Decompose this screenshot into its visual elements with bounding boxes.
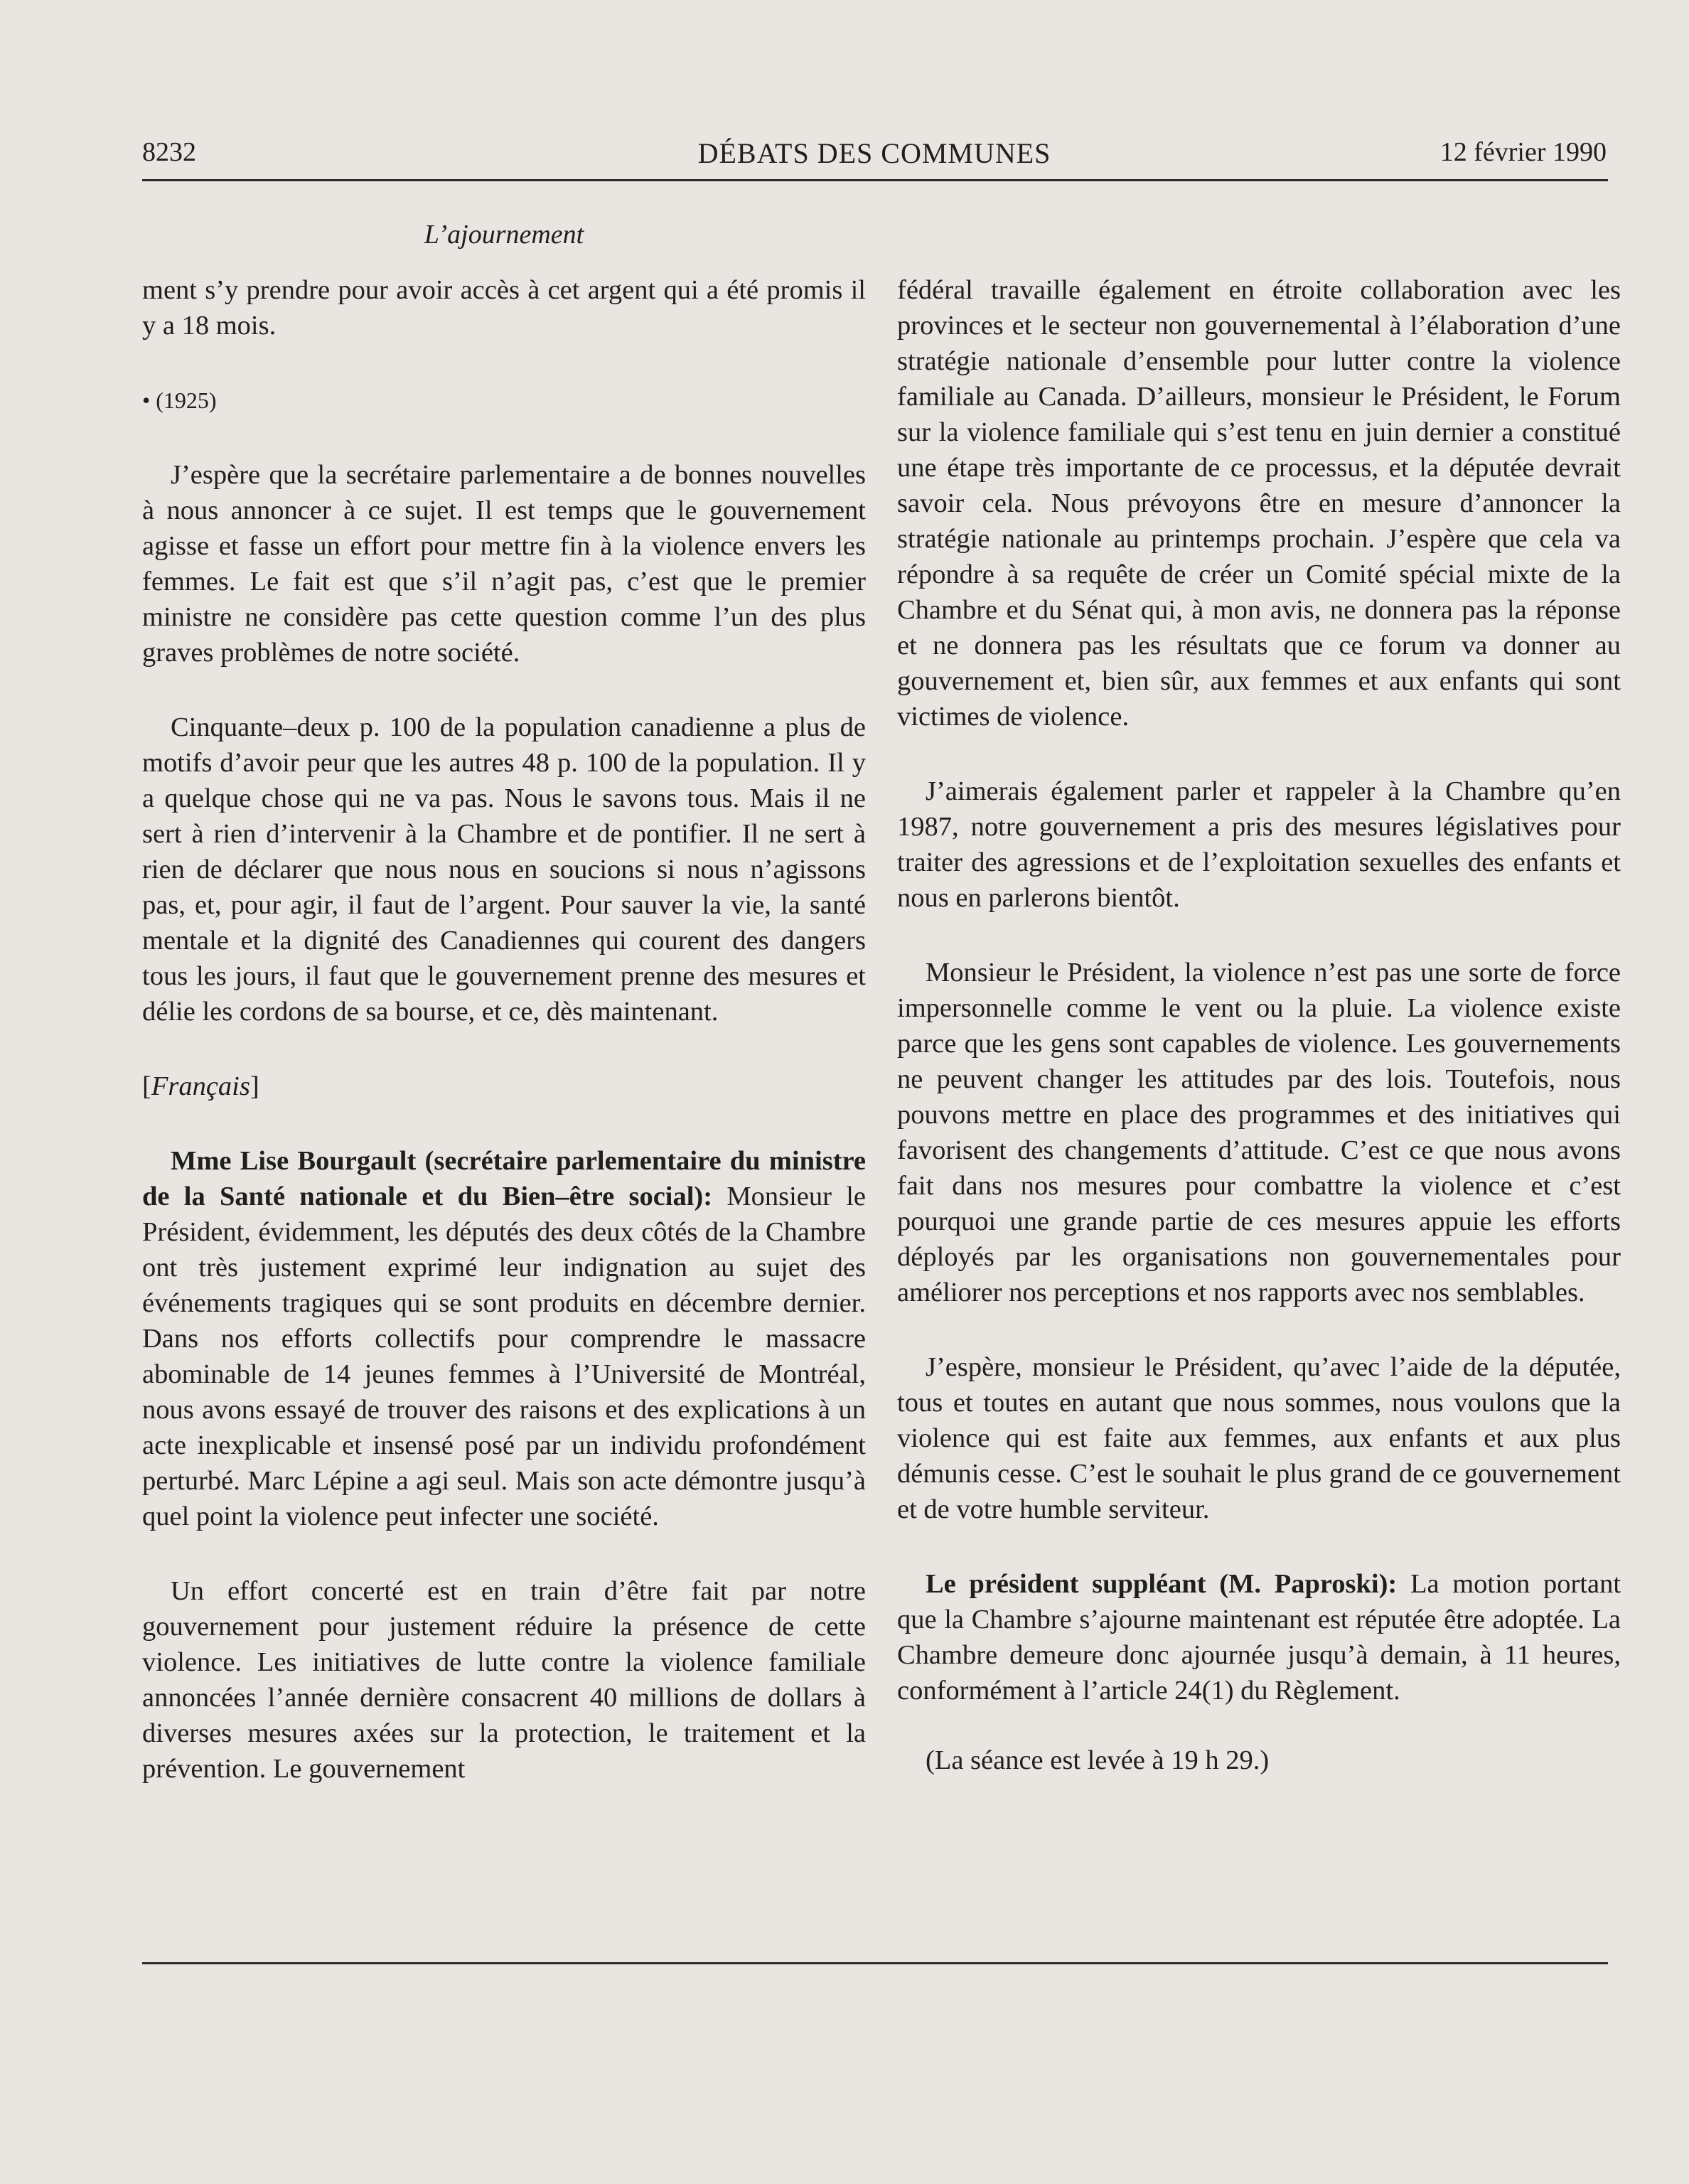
paragraph: ment s’y prendre pour avoir accès à cet argent qui a été promis il y a 18 mois. — [142, 275, 866, 341]
page-header — [142, 136, 1607, 179]
paragraph: Un effort concerté est en train d’être fait par notre gouvernement pour justement réduire la présence de cette violence. Les initiatives de lutte contre la violence familiale annoncées l’année dernière consacrent 40 millions de dollars à diverses mesures axées sur la protection, le traitement et la prévention. Le gouvernement — [142, 1576, 866, 1784]
speaker-name: Mme Lise Bourgault (secrétaire parlementaire du ministre de la Santé nationale et du Bien–être social): — [142, 1146, 866, 1211]
sitting-date: 12 février 1990 — [1439, 137, 1607, 167]
publication-title: DÉBATS DES COMMUNES — [697, 137, 1051, 169]
header-rule — [142, 179, 1608, 181]
language-tag: [Français] — [142, 1071, 259, 1101]
page-number: 8232 — [142, 137, 196, 167]
paragraph: J’espère que la secrétaire parlementaire a de bonnes nouvelles à nous annoncer à ce sujet. Il est temps que le gouvernement agisse et fasse un effort pour mettre fin à la violence envers les femmes. Le fait est que s’il n’agit pas, c’est que le premier ministre ne considère pas cette question comme l’un des plus graves problèmes de notre société. — [142, 460, 866, 668]
paragraph: J’espère, monsieur le Président, qu’avec l’aide de la députée, tous et toutes en autant que nous sommes, nous voulons que la violence qui est faite aux femmes, aux enfants et aux plus démunis cesse. C’est le souhait le plus grand de ce gouvernement et de votre humble serviteur. — [897, 1352, 1621, 1524]
speech-paragraph: Le président suppléant (M. Paproski): La motion portant que la Chambre s’ajourne maintenant est réputée être adoptée. La Chambre demeure donc ajournée jusqu’à demain, à 11 heures, conformément à l’article 24(1) du Règlement. — [897, 1569, 1621, 1706]
paragraph: Monsieur le Président, la violence n’est pas une sorte de force impersonnelle comme le vent ou la pluie. La violence existe parce que les gens sont capables de violence. Les gouvernements ne peuvent changer les attitudes par des lois. Toutefois, nous pouvons mettre en place des programmes et des initiatives qui favorisent des changements d’attitude. C’est ce que nous avons fait dans nos mesures pour combattre la violence et c’est pourquoi une grande partie de ces mesures appuie les efforts déployés par les organisations non gouvernementales pour améliorer nos perceptions et nos rapports avec nos semblables. — [897, 958, 1621, 1307]
paragraph: fédéral travaille également en étroite collaboration avec les provinces et le secteur non gouvernemental à l’élaboration d’une stratégie nationale d’ensemble pour lutter contre la violence familiale au Canada. D’ailleurs, monsieur le Président, le Forum sur la violence familiale qui s’est tenu en juin dernier a constitué une étape très importante de ce processus, et la députée devrait savoir cela. Nous prévoyons être en mesure d’annoncer la stratégie nationale au printemps prochain. J’espère que cela va répondre à sa requête de créer un Comité spécial mixte de la Chambre et du Sénat qui, à mon avis, ne donnera pas la réponse et ne donnera pas les résultats que ce forum va donner au gouvernement et, bien sûr, aux femmes et aux enfants qui sont victimes de violence. — [897, 275, 1621, 732]
speaker-name: Le président suppléant (M. Paproski): — [926, 1569, 1398, 1599]
footer-rule — [142, 1962, 1608, 1964]
time-marker: • (1925) — [142, 387, 217, 413]
adjournment-note: (La séance est levée à 19 h 29.) — [926, 1745, 1270, 1775]
section-title: L’ajournement — [424, 220, 584, 250]
right-column — [897, 272, 1621, 1778]
paragraph: J’aimerais également parler et rappeler à la Chambre qu’en 1987, notre gouvernement a pris des mesures législatives pour traiter des agressions et de l’exploitation sexuelles des enfants et nous en parlerons bientôt. — [897, 776, 1621, 913]
paragraph: Cinquante–deux p. 100 de la population canadienne a plus de motifs d’avoir peur que les autres 48 p. 100 de la population. Il y a quelque chose qui ne va pas. Nous le savons tous. Mais il ne sert à rien d’intervenir à la Chambre et de pontifier. Il ne sert à rien de déclarer que nous nous en soucions si nous n’agissons pas, et, pour agir, il faut de l’argent. Pour sauver la vie, la santé mentale et la dignité des Canadiennes qui courent des dangers tous les jours, il faut que le gouvernement prenne des mesures et délie les cordons de sa bourse, et ce, dès maintenant. — [142, 712, 866, 1027]
left-column — [142, 272, 866, 1787]
speech-paragraph: Mme Lise Bourgault (secrétaire parlementaire du ministre de la Santé nationale et du Bien–être social): Monsieur le Président, évidemment, les députés des deux côtés de la Chambre ont très justement exprimé leur indignation au sujet des événements tragiques qui se sont produits en décembre dernier. Dans nos efforts collectifs pour comprendre le massacre abominable de 14 jeunes femmes à l’Université de Montréal, nous avons essayé de trouver des raisons et des explications à un acte inexplicable et insensé posé par un individu profondément perturbé. Marc Lépine a agi seul. Mais son acte démontre jusqu’à quel point la violence peut infecter une société. — [142, 1146, 867, 1531]
